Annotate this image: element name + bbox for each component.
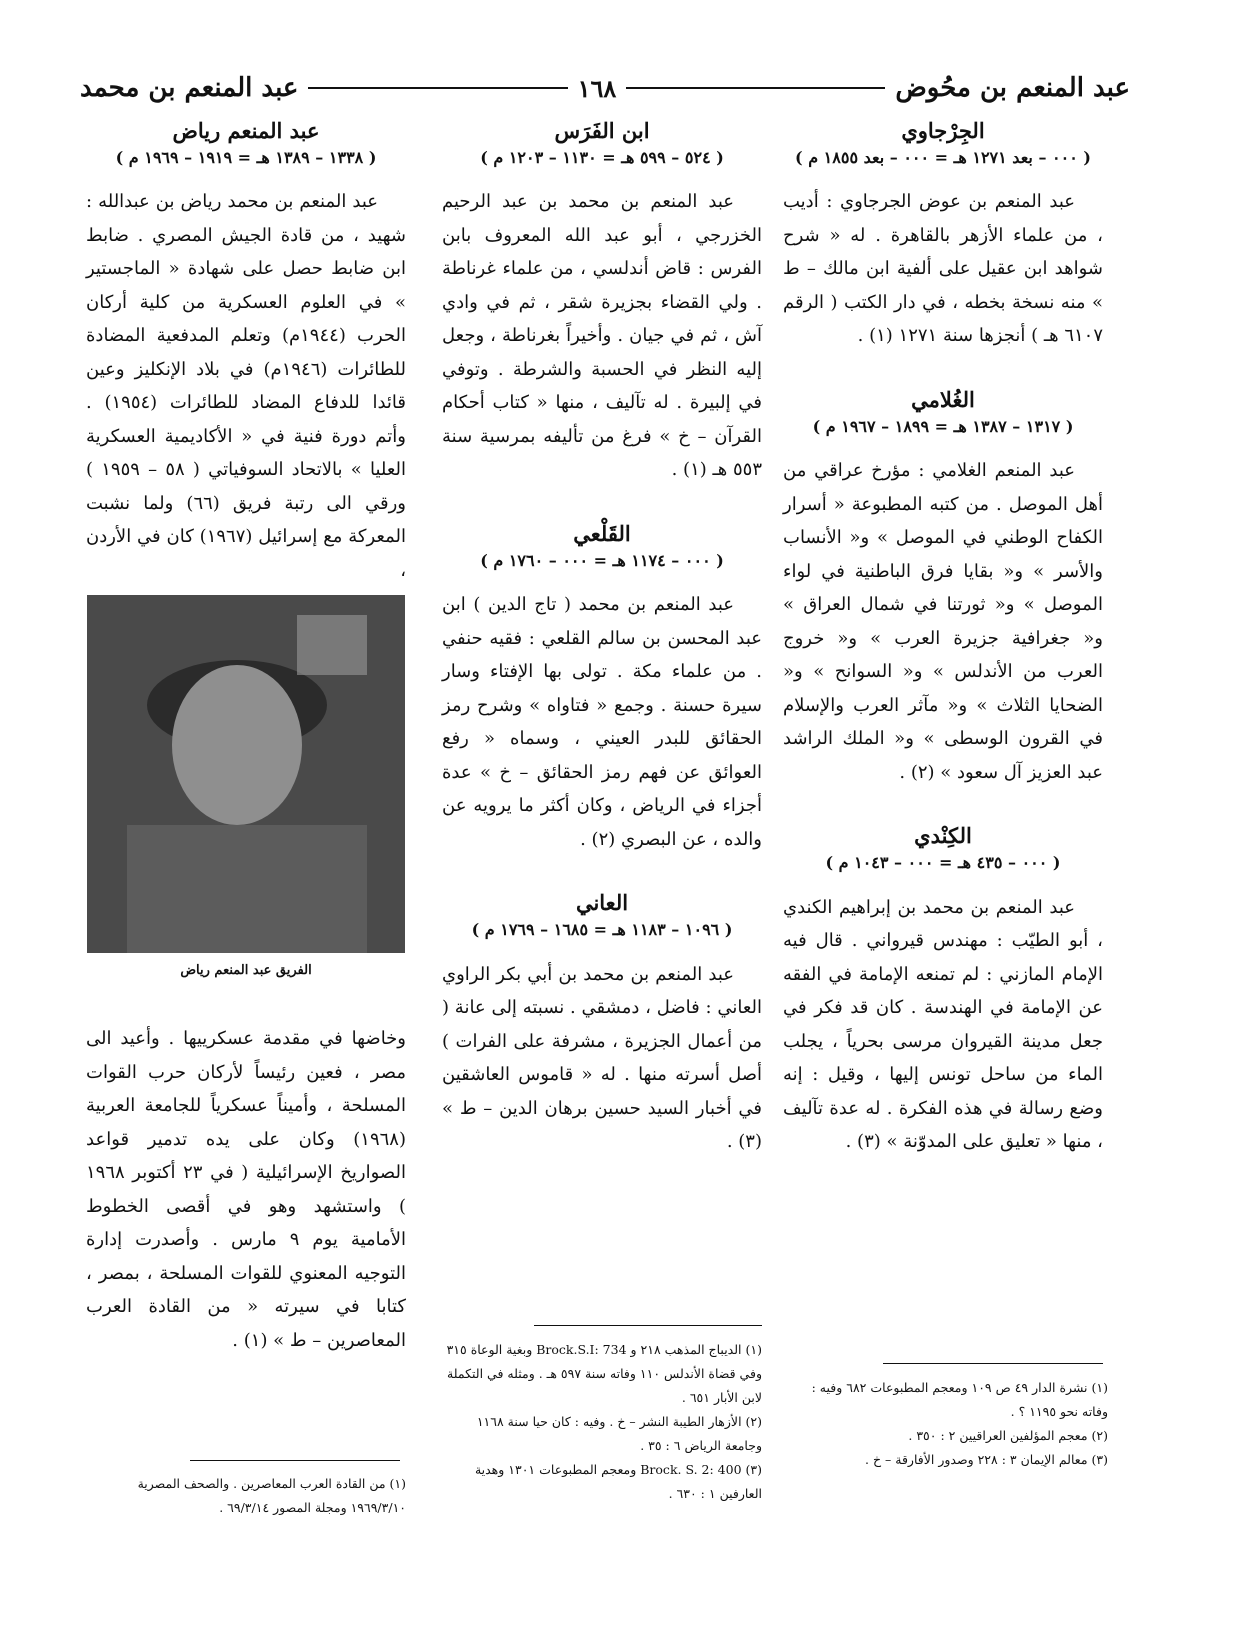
entry-dates: ( ١٠٩٦ – ١١٨٣ هـ = ١٦٨٥ – ١٧٦٩ م ): [471, 920, 733, 940]
footnote-rule-middle: [534, 1325, 762, 1326]
entry-jirjawi: [783, 118, 1103, 353]
entry-dates: ( ١٣٣٨ – ١٣٨٩ هـ = ١٩١٩ – ١٩٦٩ م ): [115, 148, 377, 167]
page-number: ١٦٨: [577, 73, 617, 103]
header-right-name: عبد المنعم بن محُوض: [895, 73, 1130, 103]
entry-body: عبد المنعم بن عوض الجرجاوي : أديب ، من علماء الأزهر بالقاهرة . له « شرح شواهد ابن عقيل على ألفية ابن مالك – ط » منه نسخة بخطه ، في دار الكتب ( الرقم ٦١٠٧ هـ ) أنجزها سنة ١٢٧١ (١) .: [783, 191, 1103, 347]
entry-title: ابن الفَرَس: [554, 118, 650, 143]
footnote: (٣) معالم الإيمان ٣ : ٢٢٨ وصدور الأفارقة – خ .: [865, 1452, 1108, 1467]
footnote: (٢) معجم المؤلفين العراقيين ٢ : ٣٥٠ .: [908, 1428, 1108, 1443]
entry-dates: ( ٠٠٠ – ١١٧٤ هـ = ٠٠٠ – ١٧٦٠ م ): [480, 550, 724, 570]
entry-ani: [442, 890, 762, 1158]
entry-title: الغُلامي: [911, 386, 975, 412]
entry-ghulami: [783, 387, 1103, 789]
entry-body: عبد المنعم بن محمد بن إبراهيم الكندي ، أبو الطيّب : مهندس قيرواني . قال فيه الإمام المازني : لم تمنعه الإمامة في الفقه عن الإمامة في الهندسة . كان قد فكر في جعل مدينة القيروان مرسى بحرياً ، يجلب الماء من ساحل تونس إليها ، وقيل : إنه وضع رسالة في هذه الفكرة . له عدة تآليف ، منها « تعليق على المدوّنة » (٣) .: [783, 896, 1103, 1153]
portrait-figure: [86, 595, 406, 978]
column-middle: [442, 118, 762, 1193]
footnote-rule-left: [190, 1460, 400, 1461]
entry-dates: ( ٥٢٤ – ٥٩٩ هـ = ١١٣٠ – ١٢٠٣ م ): [480, 148, 724, 167]
footnote-rule-right: [883, 1363, 1103, 1364]
entry-title: الجِرْجاوي: [901, 118, 985, 143]
entry-dates: ( ١٣١٧ – ١٣٨٧ هـ = ١٨٩٩ – ١٩٦٧ م ): [812, 416, 1074, 436]
entry-title: الكِنْدي: [914, 823, 972, 849]
footnotes-right: [788, 1376, 1108, 1472]
entry-kindi: [783, 823, 1103, 1158]
footnotes-middle: [442, 1338, 762, 1506]
header-left-name: عبد المنعم بن محمد: [79, 73, 299, 103]
column-left: [86, 118, 406, 1391]
entry-body: عبد المنعم بن محمد بن عبد الرحيم الخزرجي ، أبو عبد الله المعروف بابن الفرس : قاض أندلسي ، من علماء غرناطة . ولي القضاء بجزيرة شقر ، ثم في وادي آش ، ثم في جيان . وأخيراً بغرناطة ، وجعل إليه النظر في الحسبة والشرطة . وتوفي في إلبيرة . له تآليف ، منها « كتاب أحكام القرآن – خ » فرغ من تأليفه بمرسية سنة ٥٥٣ هـ (١) .: [442, 191, 762, 481]
entry-body: عبد المنعم بن محمد ( تاج الدين ) ابن عبد المحسن بن سالم القلعي : فقيه حنفي . من علماء مكة . تولى بها الإفتاء وسار سيرة حسنة . وجمع « فتاواه » وشرح رمز الحقائق للبدر العيني ، وسماه « رفع العوائق عن فهم رمز الحقائق – خ » عدة أجزاء في الرياض ، وكان أكثر ما يرويه عن والده ، عن البصري (٢) .: [442, 594, 762, 850]
header-rule-right: [626, 87, 885, 89]
footnote: (٣) Brock. S. 2: 400 ومعجم المطبوعات ١٣٠١ وهدية العارفين ١ : ٦٣٠ .: [474, 1462, 762, 1501]
entry-body: عبد المنعم بن محمد رياض بن عبدالله : شهيد ، من قادة الجيش المصري . ضابط ابن ضابط حصل على شهادة « الماجستير » في العلوم العسكرية من كلية أركان الحرب (١٩٤٤م) وتعلم المدفعية المضادة للطائرات (١٩٤٦م) في بلاد الإنكليز وعين قائدا للدفاع المضاد للطائرات (١٩٥٤) . وأتم دورة فنية في « الأكاديمية العسكرية العليا » بالاتحاد السوفياتي ( ٥٨ – ١٩٥٩ ) ورقي الى رتبة فريق (٦٦) ولما نشبت المعركة مع إسرائيل (١٩٦٧) كان في الأردن ،: [86, 191, 407, 581]
entry-dates: ( ٠٠٠ – ٤٣٥ هـ = ٠٠٠ – ١٠٤٣ م ): [825, 853, 1061, 873]
column-right: [783, 118, 1103, 1193]
footnote: (١) الديباج المذهب ٢١٨ و Brock.S.I: 734 وبغية الوعاة ٣١٥ وفي قضاة الأندلس ١١٠ وفاته سنة ٥٩٧ هـ . ومثله في التكملة لابن الأبار ٦٥١ .: [446, 1342, 762, 1405]
entry-body: عبد المنعم الغلامي : مؤرخ عراقي من أهل الموصل . من كتبه المطبوعة « أسرار الكفاح الوطني في الموصل » و« الأنساب والأسر » و« بقايا فرق الباطنية في لواء الموصل » و« ثورتنا في شمال العراق » و« جغرافية جزيرة العرب » و« خروج العرب من الأندلس » و« السوانح » و« الضحايا الثلاث » و« مآثر العرب والإسلام في القرون الوسطى » و« الملك الراشد عبد العزيز آل سعود » (٢) .: [783, 460, 1103, 783]
footnote: (١) نشرة الدار ٤٩ ص ١٠٩ ومعجم المطبوعات ٦٨٢ وفيه : وفاته نحو ١١٩٥ ؟ .: [811, 1380, 1108, 1419]
entry-title: عبد المنعم رياض: [172, 118, 320, 143]
entry-body-continued: وخاضها في مقدمة عسكرييها . وأعيد الى مصر ، فعين رئيساً لأركان حرب القوات المسلحة ، وأميناً عسكرياً للجامعة العربية (١٩٦٨) وكان على يده تدمير قواعد الصواريخ الإسرائيلية ( في ٢٣ أكتوبر ١٩٦٨ ) واستشهد وهو في أقصى الخطوط الأمامية يوم ٩ مارس . وأصدرت إدارة التوجيه المعنوي للقوات المسلحة ، بمصر ، كتابا في سيرته « من القادة العرب المعاصرين – ط » (١) .: [86, 1028, 407, 1351]
header-rule-left: [308, 87, 567, 89]
photo-caption: الفريق عبد المنعم رياض: [180, 963, 312, 979]
entry-body: عبد المنعم بن محمد بن أبي بكر الراوي العاني : فاضل ، دمشقي . نسبته إلى عانة ( من أعمال الجزيرة ، مشرفة على الفرات ) أصل أسرته منها . له « قاموس العاشقين في أخبار السيد حسين برهان الدين – ط » (٣) .: [442, 963, 762, 1153]
footnotes-left: [86, 1472, 406, 1520]
entry-riyad: [86, 118, 406, 1357]
entry-title: القَلْعي: [573, 520, 631, 546]
page-header: [80, 68, 1130, 108]
entry-title: العاني: [575, 890, 629, 916]
entry-dates: ( ٠٠٠ – بعد ١٢٧١ هـ = ٠٠٠ – بعد ١٨٥٥ م ): [795, 148, 1091, 167]
portrait-photo: [87, 595, 405, 953]
footnote: (١) من القادة العرب المعاصرين . والصحف المصرية ١٩٦٩/٣/١٠ ومجلة المصور ٦٩/٣/١٤ .: [137, 1476, 406, 1515]
entry-qalai: [442, 521, 762, 856]
footnote: (٢) الأزهار الطيبة النشر – خ . وفيه : كان حيا سنة ١١٦٨ وجامعة الرياض ٦ : ٣٥ .: [476, 1414, 762, 1453]
entry-ibn-al-faras: [442, 118, 762, 487]
